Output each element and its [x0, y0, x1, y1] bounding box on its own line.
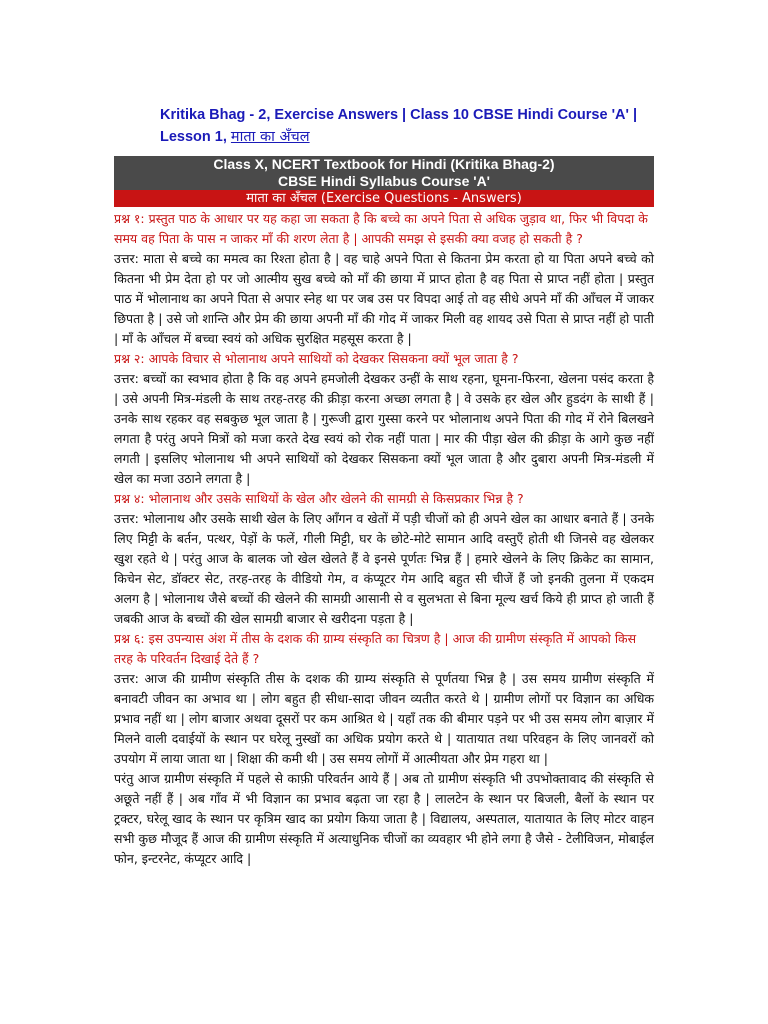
answer-6-part-1: उत्तर: आज की ग्रामीण संस्कृति तीस के दशक की ग्राम्य संस्कृति से पूर्णतया भिन्न है | उस समय ग्रामीण संस्कृति में बनावटी जीवन का अभाव था | लोग बहुत ही सीधा-सादा जीवन व्यतीत करते थे | ग्रामीण लोगों पर विज्ञान का अधिक प्रभाव नहीं था | लोग बाजार अथवा दूसरों पर कम आश्रित थे | यहाँ तक की बीमार पड़ने पर भी उस समय लोग बाज़ार में मिलने वाली दवाईयों के स्थान पर घरेलू नुस्खों का अधिक प्रयोग करते थे | यातायात तथा परिवहन के लिए जानवरों को उपयोग में लाया जाता था | शिक्षा की कमी थी | उस समय लोगों में आत्मीयता और प्रेम गहरा था | [114, 671, 654, 766]
question-2: प्रश्न २: आपके विचार से भोलानाथ अपने साथियों को देखकर सिसकना क्यों भूल जाता है ? [114, 351, 519, 366]
answer-2: उत्तर: बच्चों का स्वभाव होता है कि वह अपने हमजोली देखकर उन्हीं के साथ रहना, घूमना-फिरना, खेलना पसंद करता है | उसे अपनी मित्र-मंडली के साथ तरह-तरह की क्रीड़ा करना अच्छा लगता है | वे उसके हर खेल और हुडदंग के साथी हैं | उनके साथ रहकर वह सबकुछ भूल जाता है | गुरूजी द्वारा गुस्सा करने पर भोलानाथ अपने पिता की गोद में रोने बिलखने लगता है परंतु अपने मित्रों को मजा करते देख स्वयं को रोक नहीं पाता | मार की पीड़ा खेल की क्रीड़ा के आगे कुछ नहीं लगती | इसलिए भोलानाथ भी अपने साथियों को देखकर सिसकना क्यों भूल जाता है और दुबारा अपनी मित्र-मंडली में खेल का मजा उठाने लगता है | [114, 371, 654, 486]
title-lesson-prefix: Lesson 1, [160, 129, 231, 145]
section-subtitle: माता का अँचल (Exercise Questions - Answers) [114, 190, 654, 207]
title-line-1: Kritika Bhag - 2, Exercise Answers | Class 10 CBSE Hindi Course 'A' | [160, 107, 638, 123]
question-6: प्रश्न ६: इस उपन्यास अंश में तीस के दशक की ग्राम्य संस्कृति का चित्रण है | आज की ग्रामीण संस्कृति में आपको किस तरह के परिवर्तन दिखाई देते हैं ? [114, 631, 637, 666]
page-title [160, 104, 654, 148]
title-line-2 [160, 126, 654, 148]
answer-1: उत्तर: माता से बच्चे का ममत्व का रिश्ता होता है | वह चाहे अपने पिता से कितना प्रेम करता हो या पिता अपने बच्चे को कितना भी प्रेम देता हो पर जो आत्मीय सुख बच्चे को माँ की छाया में प्राप्त होता है वह पिता से प्राप्त नहीं होता | प्रस्तुत पाठ में भोलानाथ का अपने पिता से अपार स्नेह था पर जब उस पर विपदा आई तो वह सीधे अपने माँ की आँचल में जाकर छिपता है | उसे जो शान्ति और प्रेम की छाया अपनी माँ की गोद में जाकर मिली वह शायद उसे पिता से प्राप्त नहीं हो पाती | माँ के आँचल में बच्चा स्वयं को अधिक सुरक्षित महसूस करता है | [114, 251, 654, 346]
banner-line-1: Class X, NCERT Textbook for Hindi (Kritika Bhag-2) [213, 156, 555, 172]
question-1: प्रश्न १: प्रस्तुत पाठ के आधार पर यह कहा जा सकता है कि बच्चे का अपने पिता से अधिक जुड़ाव था, फिर भी विपदा के समय वह पिता के पास न जाकर माँ की शरण लेता है | आपकी समझ से इसकी क्या वजह हो सकती है ? [114, 211, 648, 246]
textbook-banner [114, 156, 654, 190]
document-page [114, 104, 654, 869]
answer-4: उत्तर: भोलानाथ और उसके साथी खेल के लिए आँगन व खेतों में पड़ी चीजों को ही अपने खेल का आधार बनाते हैं | उनके लिए मिट्टी के बर्तन, पत्थर, पेड़ों के फलें, गीली मिट्टी, घर के छोटे-मोटे सामान आदि वस्तुएँ होती थी जिनसे वह खेलकर खुश रहते थे | परंतु आज के बालक जो खेल खेलते हैं वे इनसे पूर्णतः भिन्न हैं | हमारे खेलने के लिए क्रिकेट का सामान, किचेन सेट, डॉक्टर सेट, तरह-तरह के वीडियो गेम, व कंप्यूटर गेम आदि बहुत सी चीजें हैं जो इनकी तुलना में एकदम अलग है | भोलानाथ जैसे बच्चों की खेलने की सामग्री आसानी से व सुलभता से बिना मूल्य खर्च किये ही प्राप्त हो जाती हैं जबकी आज के बच्चों की खेल सामग्री बाजार से खरीदना पड़ता है | [114, 511, 654, 626]
answer-6-part-2: परंतु आज ग्रामीण संस्कृति में पहले से काफ़ी परिवर्तन आये हैं | अब तो ग्रामीण संस्कृति भी उपभोक्तावाद की संस्कृति से अछूते नहीं हैं | अब गाँव में भी विज्ञान का प्रभाव बढ़ता जा रहा है | लालटेन के स्थान पर बिजली, बैलों के स्थान पर ट्रक्टर, घरेलू खाद के स्थान पर कृत्रिम खाद का प्रयोग किया जाता है | विद्यालय, अस्पताल, यातायात के लिए मोटर वाहन सभी कुछ मौजूद हैं आज की ग्रामीण संस्कृति में अत्याधुनिक चीजों का व्यवहार भी होने लगा है जैसे - टेलीविजन, मोबाईल फोन, इन्टरनेट, कंप्यूटर आदि | [114, 771, 654, 866]
lesson-link[interactable]: माता का अँचल [230, 129, 310, 145]
question-4: प्रश्न ४: भोलानाथ और उसके साथियों के खेल और खेलने की सामग्री से किसप्रकार भिन्न है ? [114, 491, 524, 506]
banner-line-2: CBSE Hindi Syllabus Course 'A' [277, 173, 491, 189]
